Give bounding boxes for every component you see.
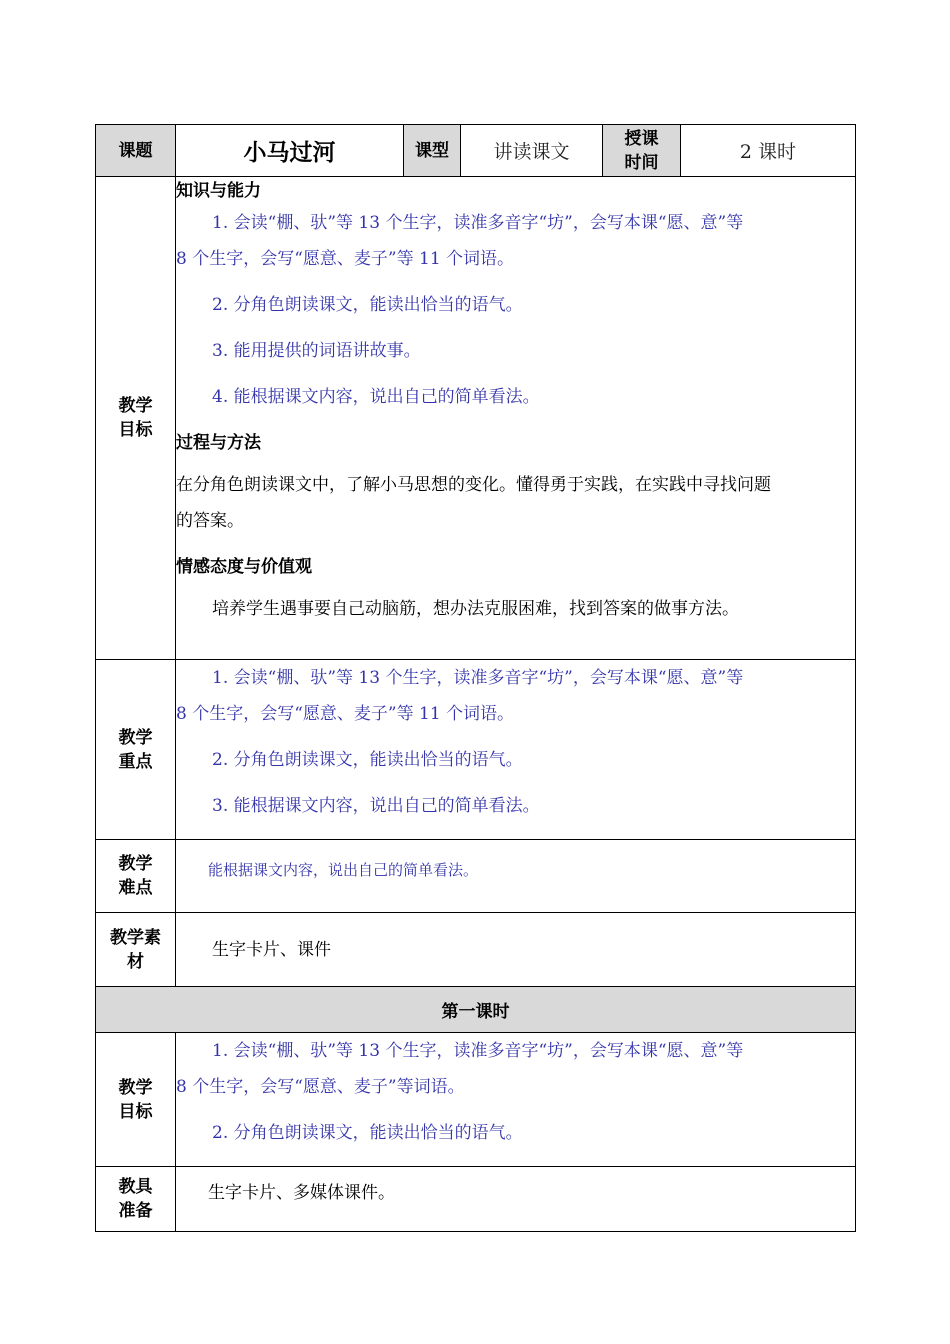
tools-row [96,1167,856,1232]
lesson-title: 小马过河 [176,125,404,177]
key-points-row [96,660,856,840]
goal-item-1-line1: 1. 会读“棚、驮”等 13 个生字，读准多音字“坊”，会写本课“愿、意”等 [212,213,744,233]
first-lesson-title: 第一课时 [96,987,856,1033]
lesson1-goals-label-line1: 教学 [118,1077,153,1098]
goal-item-4: 4. 能根据课文内容，说出自己的简单看法。 [212,387,540,407]
lesson-plan-table [95,124,856,1232]
tools-label [96,1167,176,1232]
difficulty-label [96,840,176,913]
key-points-label [96,660,176,840]
lesson1-goal-2: 2. 分角色朗读课文，能读出恰当的语气。 [212,1123,523,1143]
goals-label [96,177,176,660]
goals-row [96,177,856,660]
knowledge-ability-title: 知识与能力 [176,181,261,201]
process-line-1: 在分角色朗读课文中，了解小马思想的变化。懂得勇于实践，在实践中寻找问题 [176,475,771,495]
goals-content [176,177,856,660]
key-points-label-line1: 教学 [118,727,153,748]
key-point-3: 3. 能根据课文内容，说出自己的简单看法。 [212,796,540,816]
section-row [96,987,856,1033]
key-point-1-line1: 1. 会读“棚、驮”等 13 个生字，读准多音字“坊”，会写本课“愿、意”等 [212,668,744,688]
difficulty-text: 能根据课文内容，说出自己的简单看法。 [208,861,479,879]
goal-item-1-line2: 8 个生字，会写“愿意、麦子”等 11 个词语。 [176,249,515,269]
tools-label-line1: 教具 [118,1177,153,1197]
time-value: 2 课时 [681,125,856,177]
lesson1-goals-row [96,1033,856,1167]
materials-label-line1: 教学素 [110,927,161,948]
lesson1-goals-content [176,1033,856,1167]
tools-label-line2: 准备 [118,1201,153,1221]
materials-label-line2: 材 [127,951,144,972]
difficulty-row [96,840,856,913]
key-point-1-line2: 8 个生字，会写“愿意、麦子”等 11 个词语。 [176,704,515,724]
materials-text: 生字卡片、课件 [212,939,331,960]
type-label: 课型 [404,125,461,177]
tools-text: 生字卡片、多媒体课件。 [208,1183,395,1203]
key-points-label-line2: 重点 [118,751,153,772]
time-label [603,125,681,177]
goal-item-2: 2. 分角色朗读课文，能读出恰当的语气。 [212,295,523,315]
header-row [96,125,856,177]
materials-content [176,913,856,987]
lesson1-goal-1-line1: 1. 会读“棚、驮”等 13 个生字，读准多音字“坊”，会写本课“愿、意”等 [212,1041,744,1061]
topic-label: 课题 [96,125,176,177]
type-value: 讲读课文 [461,125,603,177]
goals-label-line2: 目标 [118,420,153,440]
process-line-2: 的答案。 [176,511,244,531]
goal-item-3: 3. 能用提供的词语讲故事。 [212,341,421,361]
key-point-2: 2. 分角色朗读课文，能读出恰当的语气。 [212,750,523,770]
time-label-line2: 时间 [624,152,659,173]
lesson1-goal-1-line2: 8 个生字，会写“愿意、麦子”等词语。 [176,1077,465,1097]
difficulty-label-line2: 难点 [118,878,153,898]
process-method-title: 过程与方法 [176,433,261,453]
goals-label-line1: 教学 [118,396,153,416]
lesson1-goals-label [96,1033,176,1167]
materials-row [96,913,856,987]
lesson1-goals-label-line2: 目标 [118,1101,153,1122]
emotion-title: 情感态度与价值观 [176,557,312,577]
time-label-line1: 授课 [624,128,659,149]
difficulty-label-line1: 教学 [118,854,153,874]
emotion-text: 培养学生遇事要自己动脑筋，想办法克服困难，找到答案的做事方法。 [212,599,739,619]
materials-label [96,913,176,987]
difficulty-content [176,840,856,913]
tools-content [176,1167,856,1232]
key-points-content [176,660,856,840]
